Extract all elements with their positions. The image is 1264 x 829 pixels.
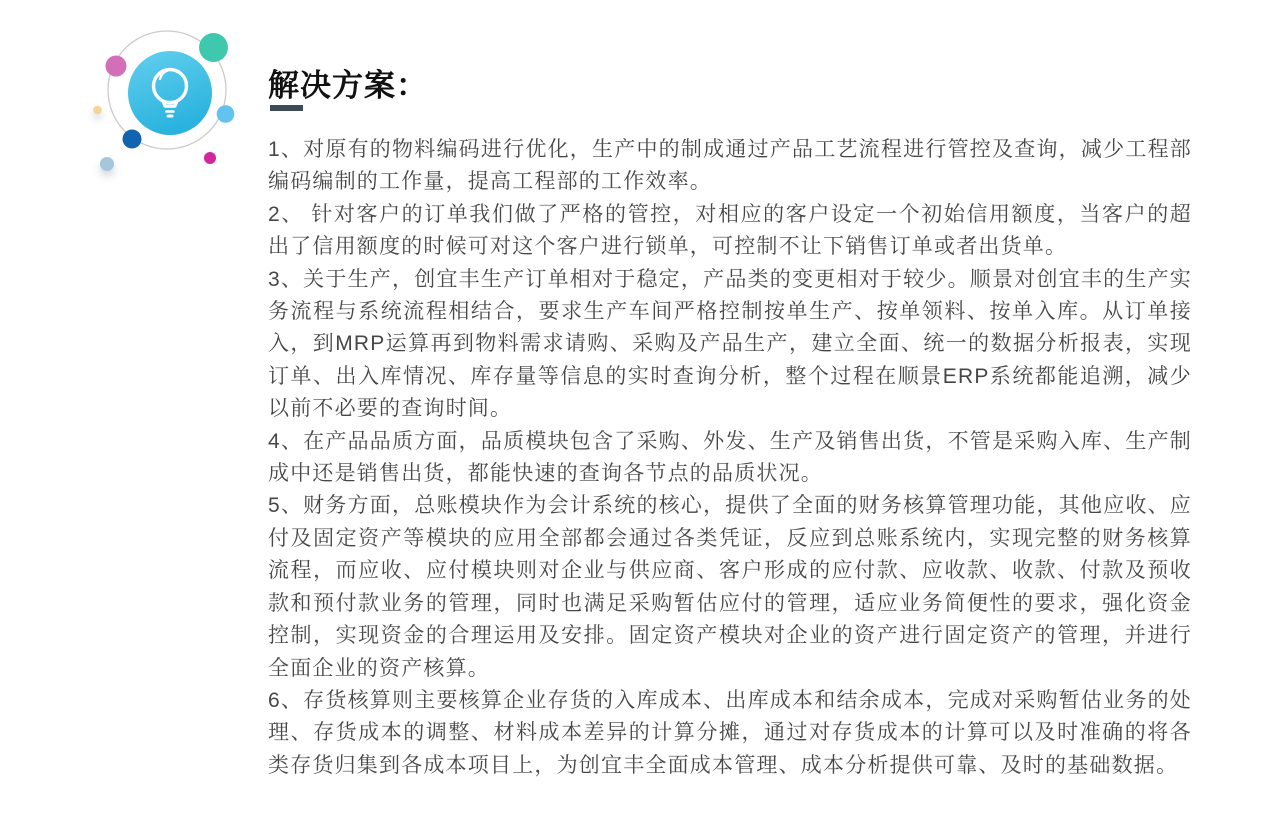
dot-pink xyxy=(106,56,127,77)
dot-magenta xyxy=(204,152,216,164)
solution-item-1: 1、对原有的物料编码进行优化，生产中的制成通过产品工艺流程进行管控及查询，减少工程部编码编制的工作量，提高工程部的工作效率。 xyxy=(268,138,1192,194)
solution-item-4: 4、在产品品质方面，品质模块包含了采购、外发、生产及销售出货，不管是采购入库、生产制成中还是销售出货，都能快速的查询各节点的品质状况。 xyxy=(268,429,1192,486)
solution-item-5: 5、财务方面，总账模块作为会计系统的核心，提供了全面的财务核算管理功能，其他应收、应付及固定资产等模块的应用全部都会通过各类凭证，反应到总账系统内，实现完整的财务核算流程，而应收、应付模块则对企业与供应商、客户形成的应付款、应收款、收款、付款及预收款和预付款业务的管理，同时也满足采购暂估应付的管理，适应业务简便性的要求，强化资金控制，实现资金的合理运用及安排。固定资产模块对企业的资产进行固定资产的管理，并进行全面企业的资产核算。 xyxy=(268,494,1192,680)
page-title: 解决方案： xyxy=(268,67,428,103)
bulb-circle xyxy=(128,51,212,135)
solution-body xyxy=(268,134,1192,782)
solution-item-6: 6、存货核算则主要核算企业存货的入库成本、出库成本和结余成本，完成对采购暂估业务的处理、存货成本的调整、材料成本差异的计算分摊，通过对存货成本的计算可以及时准确的将各类存货归集到各成本项目上，为创宜丰全面成本管理、成本分析提供可靠、及时的基础数据。 xyxy=(268,688,1192,777)
dot-yellow xyxy=(93,106,102,115)
dot-dark-blue xyxy=(123,130,142,149)
title-underline xyxy=(270,105,303,111)
dot-steel-blue xyxy=(100,157,114,171)
solution-item-2: 2、 针对客户的订单我们做了严格的管控，对相应的客户设定一个初始信用额度，当客户的超出了信用额度的时候可对这个客户进行锁单，可控制不让下销售订单或者出货单。 xyxy=(268,202,1192,259)
lightbulb-illustration xyxy=(75,15,255,195)
dot-teal xyxy=(199,33,228,62)
solution-item-3: 3、关于生产，创宜丰生产订单相对于稳定，产品类的变更相对于较少。顺景对创宜丰的生产实务流程与系统流程相结合，要求生产车间严格控制按单生产、按单领料、按单入库。从订单接入，到MRP运算再到物料需求请购、采购及产品生产，建立全面、统一的数据分析报表，实现订单、出入库情况、库存量等信息的实时查询分析，整个过程在顺景ERP系统都能追溯，减少以前不必要的查询时间。 xyxy=(268,267,1192,421)
dot-light-blue xyxy=(217,105,235,123)
lightbulb-illustration-svg xyxy=(75,15,255,195)
